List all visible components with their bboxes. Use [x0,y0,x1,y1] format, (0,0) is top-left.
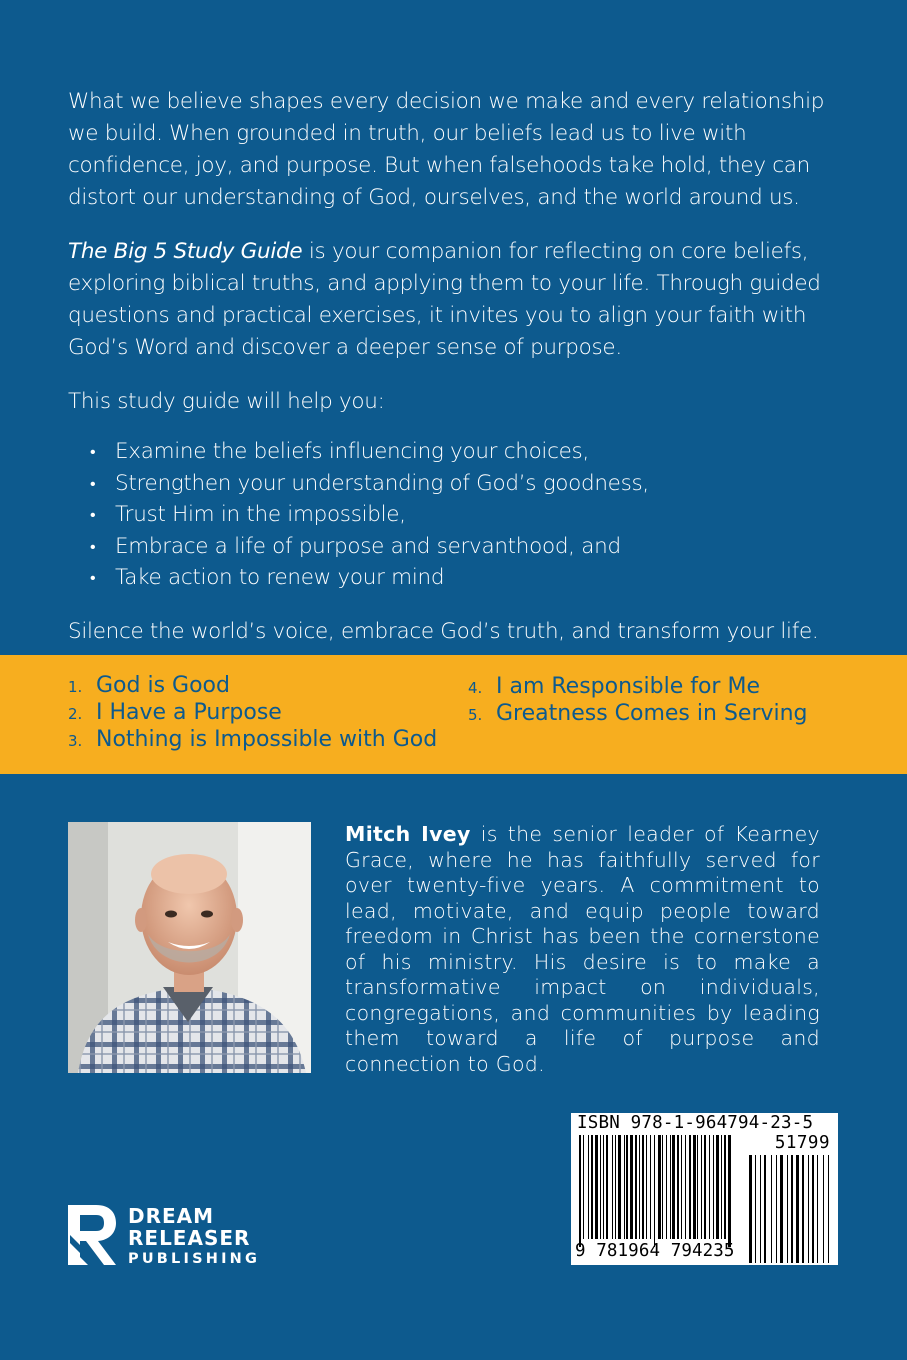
back-cover-blurb [68,86,843,670]
bullet-dot: • [90,473,96,493]
isbn-barcode [571,1113,838,1265]
list-item: 2. I Have a Purpose [68,700,282,725]
blurb-paragraph-1: What we believe shapes every decision we make and every relationship we build. When grounded in truth, our beliefs lead us to live with confidence, joy, and purpose. But when falsehoods take hold, they can distort our understanding of God, ourselves, and the world around us. [68,89,825,210]
publisher-logo [66,1203,286,1273]
book-title: The Big 5 Study Guide [68,239,303,264]
list-item: 3. Nothing is Impossible with God [68,727,438,752]
bullet-dot: • [90,568,96,587]
publisher-name-line2: RELEASER [128,1226,251,1250]
blurb-paragraph-2 [68,236,843,364]
author-photo [68,822,311,1073]
publisher-name-line3: PUBLISHING [128,1251,261,1267]
publisher-name-line1: DREAM [128,1204,215,1228]
bullet-dot: • [90,536,96,556]
list-item: • Trust Him in the impossible, [90,499,843,531]
list-item: • Strengthen your understanding of God’s goodness, [90,468,843,500]
list-item: 5. Greatness Comes in Serving [468,701,808,726]
author-bio-text: is the senior leader of Kearney Grace, where he has faithfully served for over twenty-five years. A commitment to lead, motivate, and equip people toward freedom in Christ has been the cornerstone of his ministry. His desire is to make a transformative impact on individuals, congregations, and communities by leading them toward a life of purpose and connection to God. [345,822,820,1076]
barcode-addon-number: 51799 [774,1133,830,1153]
bullet-dot: • [90,505,96,524]
list-item: • Examine the beliefs influencing your choices, [90,436,843,468]
blurb-paragraph-2-text: is your companion for reflecting on core beliefs, exploring biblical truths, and applying them to your life. Through guided questions and practical exercises, it invites you to align your faith with God’s Word and discover a deeper sense of purpose. [68,239,821,360]
author-name: Mitch Ivey [345,822,471,846]
list-item: • Take action to renew your mind [90,562,843,594]
blurb-intro: This study guide will help you: [68,389,385,414]
benefit-list [68,436,843,594]
dream-releaser-logo-icon [66,1203,118,1267]
list-item: 1. God is Good [68,673,230,698]
list-item: • Embrace a life of purpose and servanthood, and [90,531,843,563]
author-bio [345,822,820,1077]
big5-list-left [68,673,437,754]
blurb-closing: Silence the world’s voice, embrace God’s truth, and transform your life. [68,618,819,644]
big5-list-right [468,674,808,728]
barcode-digits: 9 781964 794235 [575,1241,735,1261]
isbn-number: ISBN 978-1-964794-23-5 [577,1113,814,1133]
list-item: 4. I am Responsible for Me [468,674,760,699]
big5-band [0,655,907,774]
author-portrait-illustration [68,822,311,1073]
bullet-dot: • [90,442,96,461]
